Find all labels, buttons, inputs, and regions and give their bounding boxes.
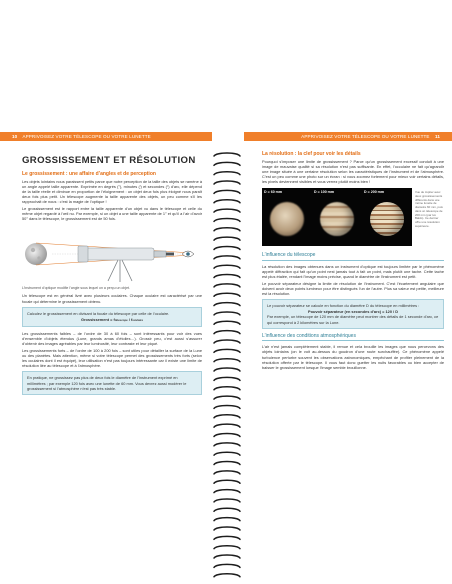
jupiter-comparison-figure <box>262 188 444 248</box>
spiral-ring <box>214 490 240 493</box>
jupiter-image <box>370 202 404 236</box>
right-running-title: APPRIVOISEZ VOTRE TÉLESCOPE OU VOTRE LUNETTE <box>301 134 430 139</box>
magnification-formula <box>27 317 197 323</box>
spiral-ring <box>214 256 240 259</box>
jupiter-image-strip <box>262 188 412 246</box>
left-header-bar <box>0 132 212 141</box>
spiral-ring <box>214 284 240 287</box>
spiral-ring <box>214 247 240 250</box>
spiral-ring <box>214 480 240 483</box>
spiral-ring <box>214 415 240 418</box>
spiral-ring <box>214 312 240 315</box>
tip-text: Le pouvoir séparateur se calcule en fonction du diamètre D du télescope en millimètres : <box>267 303 420 309</box>
spiral-ring <box>214 162 240 165</box>
tip-box-pouvoir-separateur <box>262 299 444 329</box>
resolution-formula: Pouvoir séparateur (en secondes d’arc) = 120 / D <box>307 309 399 315</box>
spiral-ring <box>214 340 240 343</box>
jupiter-caption: Vue de Jupiter avec deux grossissements différents dans une même lunette de diamètre 60 mm, puis dans un télescope de 200 mm (par Ivo Baldo). Ce dernier offre une résolution supérieure. <box>415 190 443 228</box>
formula-subscript-oculaire: oculaire <box>132 317 144 322</box>
jupiter-image <box>270 202 304 236</box>
spiral-ring <box>214 228 240 231</box>
spiral-ring <box>214 508 240 511</box>
left-page <box>22 150 202 399</box>
spiral-ring <box>214 349 240 352</box>
spiral-ring <box>214 471 240 474</box>
spiral-ring <box>214 190 240 193</box>
section-heading-resolution: La résolution : la clef pour voir les détails <box>262 151 361 157</box>
spiral-ring <box>214 153 240 156</box>
spiral-ring <box>214 293 240 296</box>
spiral-ring <box>214 275 240 278</box>
tip-text: En pratique, ne grossissez pas plus de deux fois le diamètre de l’instrument exprimé en millimètres ; par exemple 120 fois avec une lunette de 60 mm. Vous devrez aussi modérer le grossissement si l’atmosphère n’est pas très stable. <box>27 375 187 391</box>
spiral-ring <box>214 265 240 268</box>
spiral-ring <box>214 331 240 334</box>
telescope-icon <box>78 246 174 282</box>
spiral-ring <box>214 209 240 212</box>
formula-lhs: Grossissement = f <box>80 316 115 322</box>
spiral-ring <box>214 181 240 184</box>
spiral-ring <box>214 396 240 399</box>
spiral-binding <box>211 150 243 582</box>
spiral-ring <box>214 237 240 240</box>
section-heading-telescope: L’influence du télescope <box>262 252 444 261</box>
right-page-number: 11 <box>434 134 440 139</box>
spiral-ring <box>214 452 240 455</box>
right-header-bar <box>244 132 452 141</box>
spiral-ring <box>214 462 240 465</box>
spiral-ring <box>214 546 240 549</box>
spiral-ring <box>214 564 240 567</box>
spiral-ring <box>214 518 240 521</box>
spiral-ring <box>214 434 240 437</box>
paragraph: Les objets lointains nous paraissent petits parce que notre perception de la taille des objets se ramène à un angle appelé taille apparente. Exprimée en degrés (°), minutes (′) et secondes (″) d’arc, elle dépend de la taille réelle et diminue en proportion de l’éloignement : un objet deux fois plus éloigné nous paraît deux fois plus petit. Un télescope augmente la taille apparente des objets, un peu comme s’il les rapprochait de nous : c’est la magie de l’optique ! <box>22 178 202 205</box>
diameter-label: D = 200 mm <box>364 190 385 195</box>
spiral-ring <box>214 424 240 427</box>
telescope-diagram <box>22 223 202 285</box>
tip-box-pratique <box>22 371 202 394</box>
jupiter-panel <box>362 188 412 246</box>
left-page-number: 10 <box>12 134 18 139</box>
diameter-label: D = 100 mm <box>314 190 335 195</box>
spiral-ring <box>214 527 240 530</box>
spiral-ring <box>214 172 240 175</box>
spiral-ring <box>214 555 240 558</box>
right-page <box>262 150 444 371</box>
paragraph: Pourquoi s’imposer une limite de grossissement ? Parce qu’un grossissement excessif conduit à une image de mauvaise qualité si sa résolution n’est pas suffisante. En effet, l’occulaire ne fait qu’agrandir une image située à une certaine résolution selon les caractéristiques de l’instrument et de l’atmosphère. C’est un peu comme une photo sur un écran : si vous zoomez fortement pour mieux voir certains détails, les pixels deviennent visibles et vous verrez plutôt moins bien ! <box>262 158 444 185</box>
formula-separator: / f <box>127 316 133 322</box>
spiral-ring <box>214 499 240 502</box>
spiral-ring <box>214 200 240 203</box>
eye-icon <box>182 251 194 257</box>
tip-text: Calculez le grossissement en divisant la focale du télescope par celle de l’oculaire. <box>27 310 170 316</box>
spiral-ring <box>214 536 240 539</box>
figure-caption: L’instrument d’optique modifie l’angle sous lequel on a perçu un objet. <box>22 286 130 291</box>
paragraph: Le pouvoir séparateur désigne la limite de résolution de l’instrument. C’est l’écartement angulaire que doivent avoir deux points lumineux pour être distingués l’un de l’autre. Plus sa valeur est petite, meilleure est la résolution. <box>262 280 444 296</box>
paragraph: Un télescope est en général livré avec plusieurs oculaires. Chaque oculaire est caractérisé par une focale qui détermine le grossissement obtenu. <box>22 293 202 304</box>
spiral-ring <box>214 303 240 306</box>
paragraph: La résolution des images obtenues dans un instrument d’optique est toujours limitée par le phénomène appelé diffraction qui fait qu’un point nest jamais tout à fait un point, mais plutôt une tache. Cette tache est plus étalée, rendant l’image moins précise, quand le diamètre de l’instrument est petit. <box>262 263 444 280</box>
jupiter-panel <box>312 188 362 246</box>
paragraph: Les grossissements faibles – de l’ordre de 30 à 60 fois – sont intéressants pour voir des vues d’ensemble d’objets étendus (Lune, grands amas d’étoiles…). Grossir peu, c’est aussi s’assurer d’obtenir des images agréables par leur luminosité, leur contraste et leur piqué. <box>22 331 202 347</box>
telescope-angle-figure <box>22 223 202 285</box>
paragraph: Les grossissements forts – de l’ordre de 100 à 200 fois – sont utiles pour détailler la surface de la Lune ou des planètes. Mais attention, même si votre télescope permet des grossissements très forts (selon les oculaires dont il est équipé), leur utilisation n’est pas toujours intéressante car il existe une limite de résolution liée au télescope et à l’atmosphère. <box>22 347 202 369</box>
jupiter-panel <box>262 188 312 246</box>
section-heading-atmosphere: L’influence des conditions atmosphériques <box>262 333 444 342</box>
spiral-ring <box>214 321 240 324</box>
paragraph: Le grossissement est le rapport entre la taille apparente d’un objet vu dans le télescope et celle du même objet regardé à l’œil nu. Par exemple, si un objet a une taille apparente de 1° et qu’il a l’air d’avoir 50° dans le télescope, le grossissement est de 50 fois. <box>22 205 202 221</box>
spiral-ring <box>214 387 240 390</box>
spiral-rings <box>211 150 243 582</box>
spiral-ring <box>214 405 240 408</box>
formula-subscript-telescope: télescope <box>114 317 128 322</box>
spiral-ring <box>214 574 240 577</box>
spiral-ring <box>214 359 240 362</box>
moon-icon <box>25 243 47 265</box>
tip-box-grossissement <box>22 307 202 327</box>
spiral-ring <box>214 377 240 380</box>
left-running-title: APPRIVOISEZ VOTRE TÉLESCOPE OU VOTRE LUNETTE <box>22 134 151 139</box>
tip-example: Par exemple, un télescope de 120 mm de diamètre peut montrer des détails de 1 seconde d’arc, ce qui correspond à 2 kilomètres sur la Lune. <box>267 314 439 325</box>
spiral-ring <box>214 443 240 446</box>
diameter-label: D = 60 mm <box>264 190 283 195</box>
section-heading-grossissement: Le grossissement : une affaire d’angles et de perception <box>22 171 156 177</box>
spiral-ring <box>214 218 240 221</box>
spiral-ring <box>214 368 240 371</box>
jupiter-image <box>320 202 354 236</box>
paragraph: L’air n’est jamais complètement stable, il remue et cela brouille les images que nous percevons des objets lointains (on le voit au-dessus du goudron d’une route surchauffée). Ce phénomène appelé turbulence perturbe souvent les observations astronomiques, empêchant de profiter pleinement de la résolution offerte par le télescope. Il vous faut donc guetter les nuits favorables ou bien accepter de baisser le grossissement lorsque l’image semble brouillonne. <box>262 344 444 370</box>
page-title: GROSSISSEMENT ET RÉSOLUTION <box>22 155 196 166</box>
